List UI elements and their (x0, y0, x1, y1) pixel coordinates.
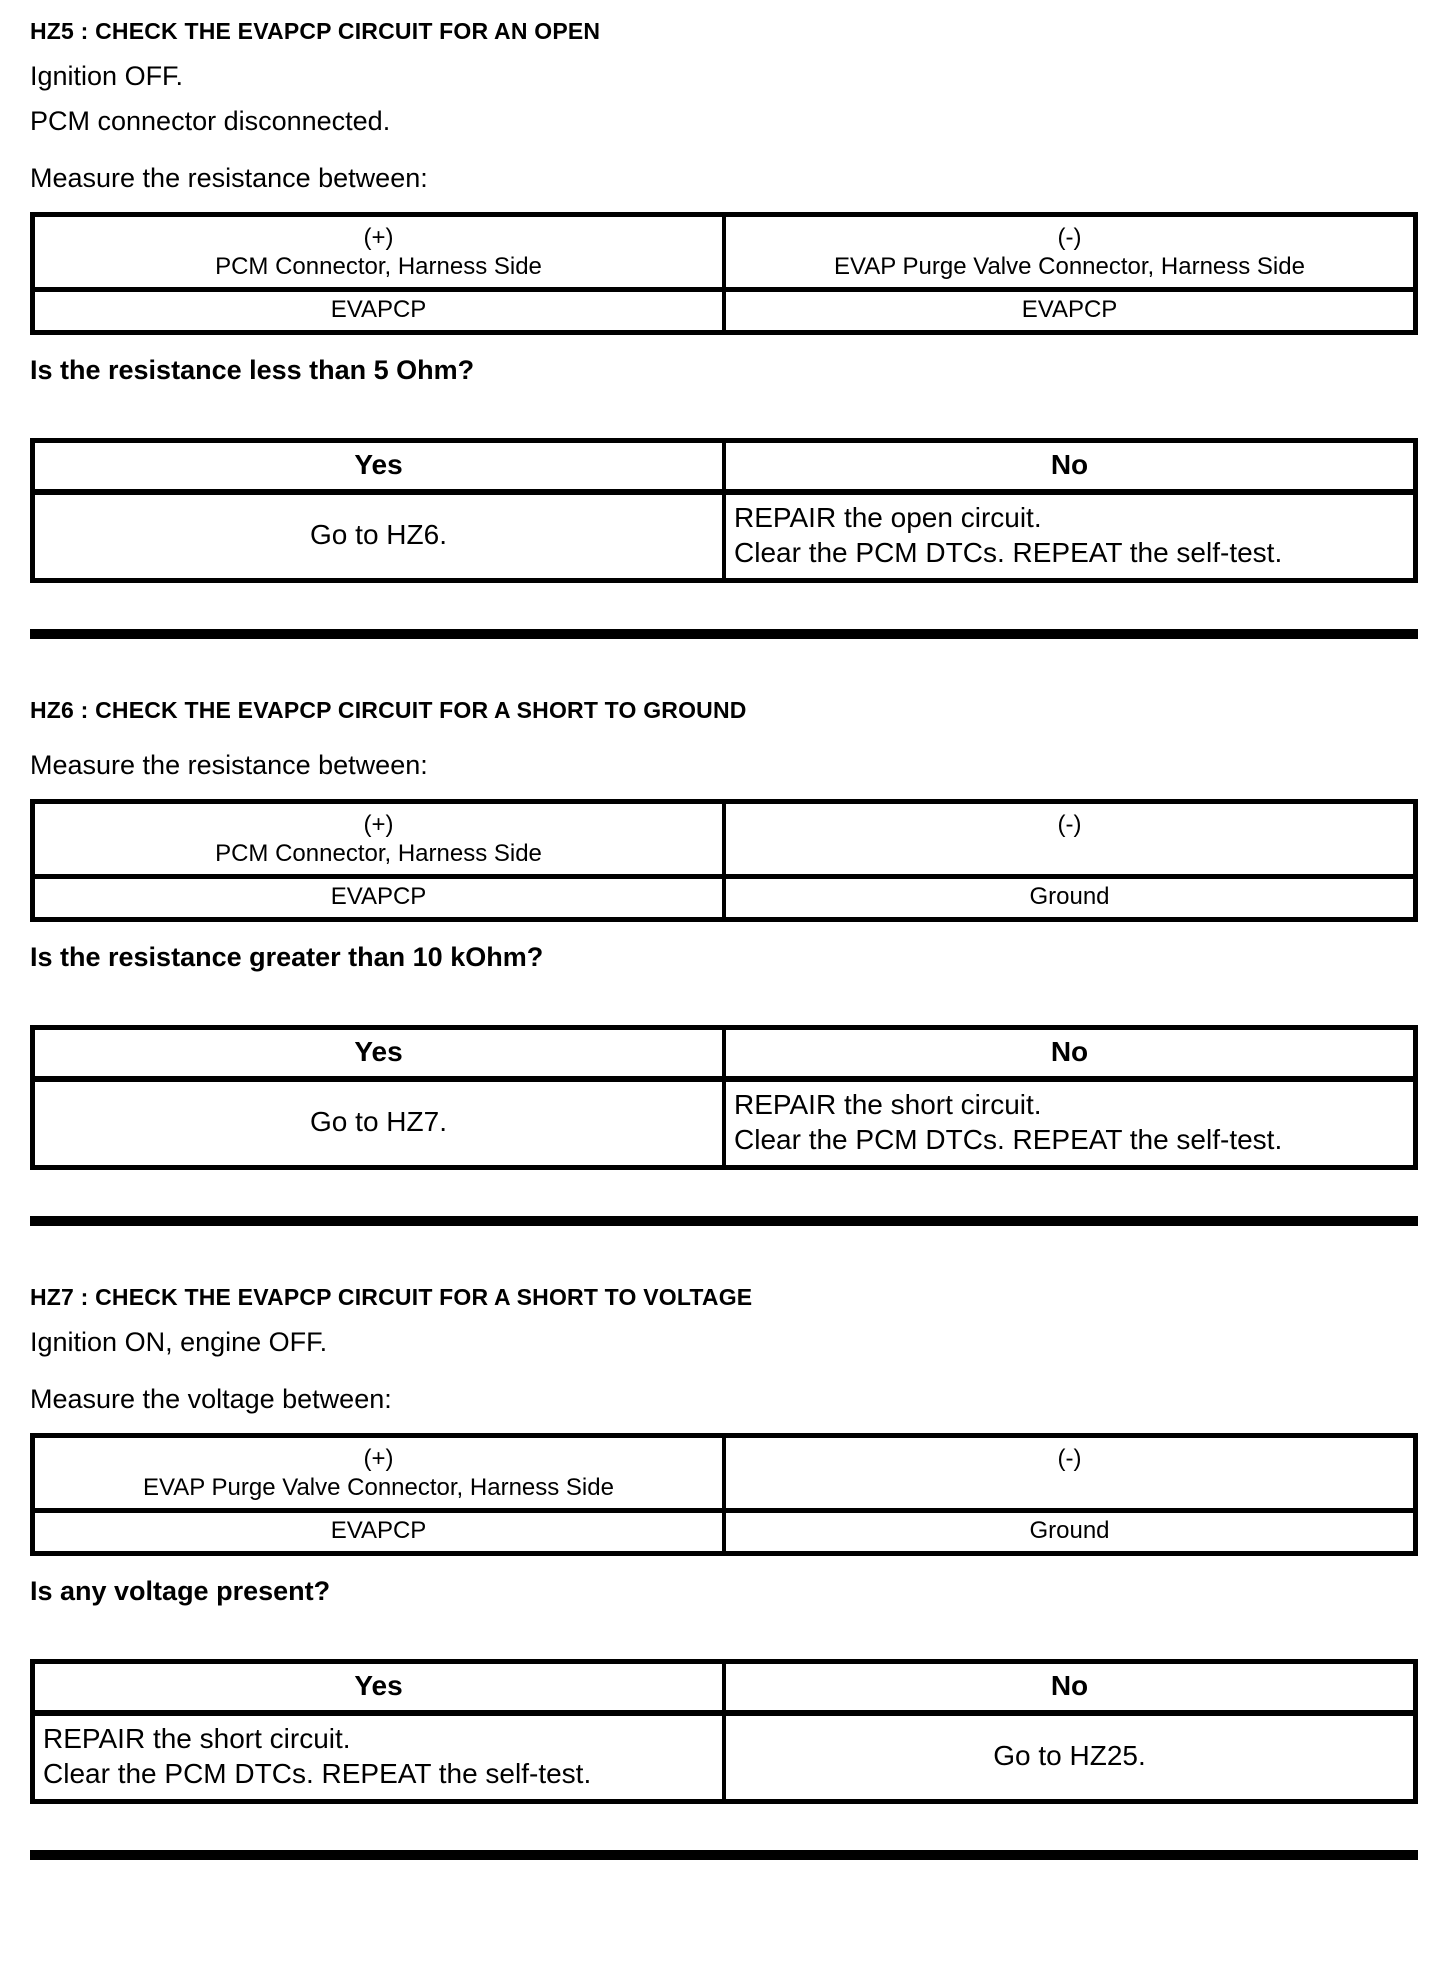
minus-header-cell (724, 1436, 1416, 1511)
measure-instruction: Measure the resistance between: (30, 163, 428, 193)
measure-table-header-row (33, 802, 1416, 877)
section-heading-hz6: HZ6 : CHECK THE EVAPCP CIRCUIT FOR A SHORT TO GROUND (30, 697, 747, 724)
yes-action-cell (33, 1713, 725, 1802)
plus-pin-cell: EVAPCP (33, 289, 725, 332)
measure-table-hz6 (30, 799, 1418, 922)
section-divider (30, 1216, 1418, 1226)
measure-table-header-row (33, 1436, 1416, 1511)
minus-pin-cell: EVAPCP (724, 289, 1416, 332)
minus-header-cell (724, 215, 1416, 290)
no-header: No (724, 1661, 1416, 1713)
no-action-line: REPAIR the open circuit. (734, 501, 1042, 533)
plus-header-cell (33, 802, 725, 877)
plus-sign-label: (+) (363, 811, 394, 839)
measure-table-hz5 (30, 212, 1418, 335)
plus-pin-cell: EVAPCP (33, 876, 725, 919)
decision-header-row (33, 1027, 1416, 1079)
pinpoint-test-hz5 (30, 18, 1418, 583)
plus-connector-label: PCM Connector, Harness Side (215, 839, 542, 867)
yes-action-cell (33, 492, 725, 581)
yes-header: Yes (33, 440, 725, 492)
measure-table-hz7 (30, 1433, 1418, 1556)
plus-connector-label: PCM Connector, Harness Side (215, 252, 542, 280)
plus-header-cell (33, 1436, 725, 1511)
yes-action-line: Go to HZ7. (310, 1106, 447, 1138)
measure-instruction: Measure the voltage between: (30, 1384, 392, 1415)
no-action-cell (724, 1079, 1416, 1168)
measure-instruction: Measure the resistance between: (30, 750, 428, 781)
yes-action-line: Clear the PCM DTCs. REPEAT the self-test. (43, 1758, 592, 1790)
plus-pin-cell: EVAPCP (33, 1511, 725, 1554)
minus-pin-cell: Ground (724, 876, 1416, 919)
measure-table-value-row (33, 876, 1416, 919)
minus-header-cell (724, 802, 1416, 877)
minus-connector-label (734, 1474, 1405, 1503)
decision-header-row (33, 440, 1416, 492)
yes-action-line: Go to HZ6. (310, 519, 447, 551)
no-action-line: Clear the PCM DTCs. REPEAT the self-test. (734, 1123, 1283, 1155)
decision-table-hz5 (30, 438, 1418, 584)
no-action-line: Clear the PCM DTCs. REPEAT the self-test. (734, 536, 1283, 568)
decision-question: Is the resistance less than 5 Ohm? (30, 354, 475, 385)
no-action-cell (724, 492, 1416, 581)
plus-sign-label: (+) (363, 224, 394, 251)
section-divider (30, 1850, 1418, 1860)
minus-sign-label: (-) (1057, 811, 1082, 839)
pinpoint-test-hz7 (30, 1284, 1418, 1804)
decision-table-hz6 (30, 1025, 1418, 1171)
pinpoint-test-hz6 (30, 697, 1418, 1170)
minus-sign-label: (-) (1057, 224, 1082, 251)
decision-body-row (33, 1713, 1416, 1802)
no-action-cell (724, 1713, 1416, 1802)
minus-pin-cell: Ground (724, 1511, 1416, 1554)
plus-sign-label: (+) (363, 1445, 394, 1473)
precondition-note: Ignition ON, engine OFF. (30, 1327, 328, 1358)
plus-connector-label: EVAP Purge Valve Connector, Harness Side (143, 1474, 614, 1502)
section-heading-hz7: HZ7 : CHECK THE EVAPCP CIRCUIT FOR A SHORT TO VOLTAGE (30, 1284, 753, 1311)
decision-question: Is any voltage present? (30, 1575, 331, 1606)
minus-connector-label (734, 840, 1405, 869)
decision-header-row (33, 1661, 1416, 1713)
minus-sign-label: (-) (1057, 1445, 1082, 1473)
plus-header-cell (33, 215, 725, 290)
yes-header: Yes (33, 1661, 725, 1713)
measure-table-value-row (33, 1511, 1416, 1554)
precondition-note: PCM connector disconnected. (30, 106, 391, 136)
yes-action-cell (33, 1079, 725, 1168)
precondition-note: Ignition OFF. (30, 61, 184, 91)
no-header: No (724, 440, 1416, 492)
decision-body-row (33, 492, 1416, 581)
yes-header: Yes (33, 1027, 725, 1079)
yes-action-line: REPAIR the short circuit. (43, 1722, 351, 1754)
decision-table-hz7 (30, 1659, 1418, 1805)
measure-table-header-row (33, 215, 1416, 290)
measure-table-value-row (33, 289, 1416, 332)
decision-body-row (33, 1079, 1416, 1168)
decision-question: Is the resistance greater than 10 kOhm? (30, 941, 544, 972)
section-divider (30, 629, 1418, 639)
minus-connector-label: EVAP Purge Valve Connector, Harness Side (834, 252, 1305, 280)
no-action-line: Go to HZ25. (993, 1740, 1146, 1772)
no-header: No (724, 1027, 1416, 1079)
section-heading-hz5: HZ5 : CHECK THE EVAPCP CIRCUIT FOR AN OPEN (30, 18, 601, 44)
no-action-line: REPAIR the short circuit. (734, 1088, 1042, 1120)
